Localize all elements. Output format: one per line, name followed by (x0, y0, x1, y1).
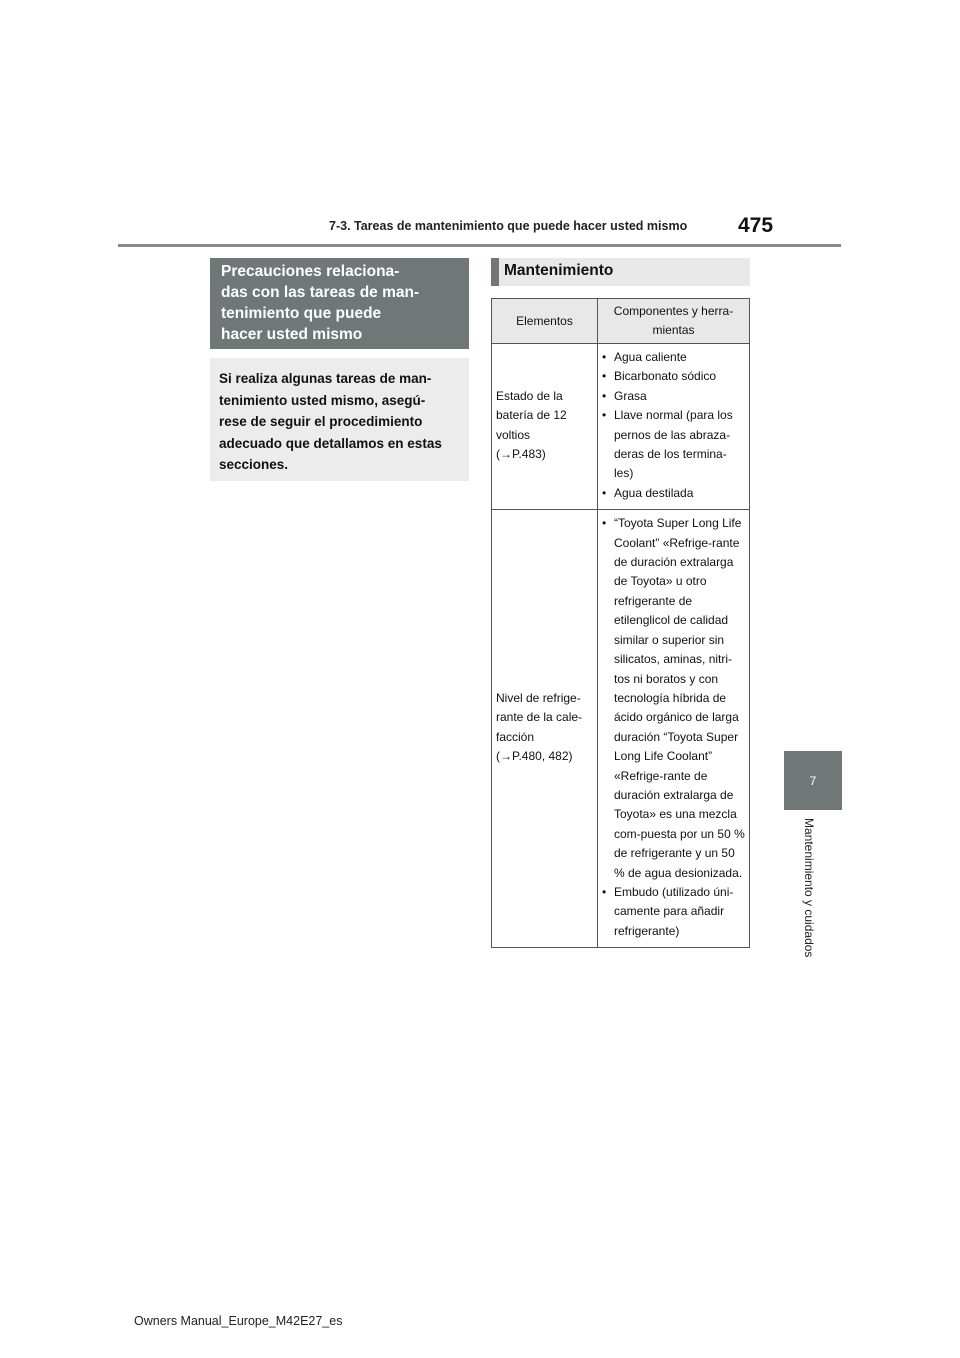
footer-text: Owners Manual_Europe_M42E27_es (134, 1314, 343, 1328)
table-row (492, 510, 750, 948)
element-line: rante de la cale- (496, 710, 583, 725)
chapter-title: Mantenimiento y cuidados (802, 818, 816, 958)
precautions-body-line: tenimiento usted mismo, asegú- (219, 392, 426, 408)
precautions-body-line: rese de seguir el procedimiento (219, 414, 423, 429)
element-line: Nivel de refrige- (496, 690, 581, 705)
page-reference: (→P.483) (496, 447, 546, 462)
table-header-row (492, 299, 750, 344)
list-item: • Llave normal (para los pernos de las abraza-deras de los termina-les) (602, 406, 745, 484)
element-line: facción (496, 729, 535, 744)
list-item: • Embudo (utilizado úni-camente para añadir refrigerante) (602, 883, 745, 941)
precautions-body (210, 358, 469, 481)
precautions-heading-line: tenimiento que puede (221, 305, 382, 322)
components-cell (598, 344, 750, 510)
element-cell (492, 344, 598, 510)
chapter-tab (784, 751, 842, 810)
components-cell (598, 510, 750, 948)
header-divider (118, 244, 841, 247)
maintenance-table (491, 298, 750, 948)
precautions-heading (210, 258, 469, 349)
page-reference: (→P.480, 482) (496, 749, 573, 764)
precautions-heading-line: hacer usted mismo (221, 326, 363, 343)
list-item: • Agua caliente (602, 348, 745, 367)
table-row (492, 344, 750, 510)
components-list (602, 514, 745, 941)
precautions-body-line: adecuado que detallamos en estas (219, 435, 442, 451)
components-list (602, 348, 745, 503)
element-cell (492, 510, 598, 948)
section-title: 7-3. Tareas de mantenimiento que puede hacer usted mismo (329, 219, 688, 233)
list-item: • Bicarbonato sódico (602, 367, 745, 386)
column-header-components: Componentes y herra- mientas (598, 299, 750, 344)
precautions-heading-line: das con las tareas de man- (221, 284, 420, 301)
list-item: • Grasa (602, 387, 745, 406)
element-line: voltios (496, 427, 531, 442)
element-line: Estado de la (496, 388, 563, 403)
chapter-number: 7 (809, 773, 817, 788)
page-number: 475 (738, 214, 774, 237)
list-item: • Agua destilada (602, 484, 745, 503)
list-item: • “Toyota Super Long Life Coolant” «Refrige-rante de duración extralarga de Toyota» u otro refrigerante de etilenglicol de calidad similar o superior sin silicatos, aminas, nitri-tos ni boratos y con tecnología híbrida de ácido orgánico de larga duración “Toyota Super Long Life Coolant” «Refrige-rante de duración extralarga de Toyota» es una mezcla com-puesta por un 50 % de refrigerante y un 50 % de agua desionizada. (602, 514, 745, 883)
precautions-body-line: Si realiza algunas tareas de man- (219, 371, 432, 386)
column-header-elements: Elementos (492, 299, 598, 344)
precautions-body-line: secciones. (219, 457, 289, 472)
maintenance-heading: Mantenimiento (491, 258, 750, 286)
element-line: batería de 12 (496, 408, 567, 423)
precautions-heading-line: Precauciones relaciona- (221, 263, 400, 280)
